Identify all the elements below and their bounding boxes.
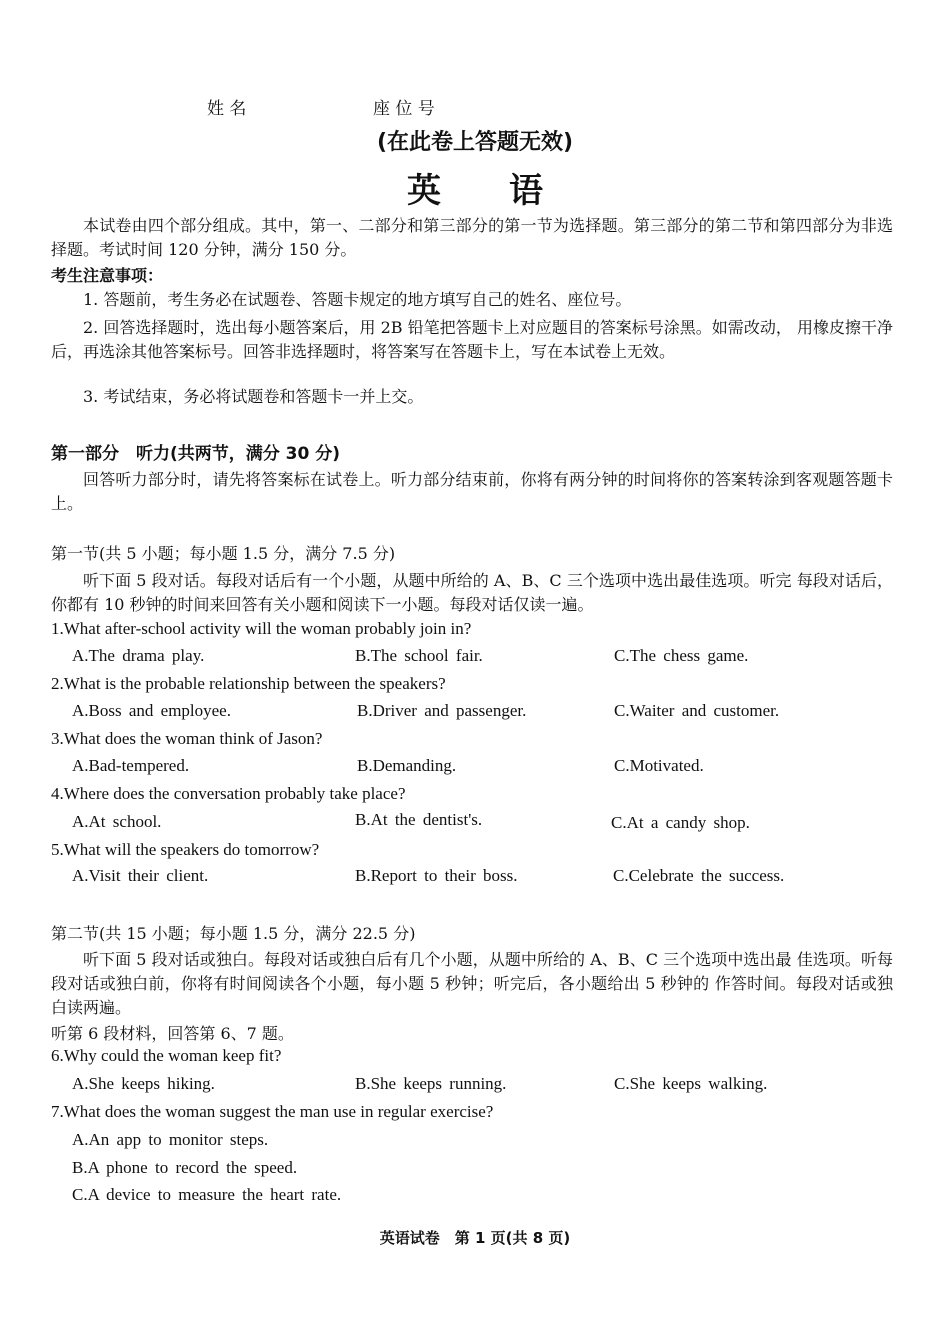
question-1: 1.What after-school activity will the woman probably join in? xyxy=(51,619,472,638)
q4-option-a: A.At school. xyxy=(72,812,162,831)
q2-option-a: A.Boss and employee. xyxy=(72,701,231,720)
seat-number-label: 座 位 号 xyxy=(373,99,435,119)
page-footer: 英语试卷 第 1 页(共 8 页) xyxy=(379,1229,571,1247)
note-item-1: 1. 答题前，考生务必在试题卷、答题卡规定的地方填写自己的姓名、座位号。 xyxy=(83,290,632,309)
q5-option-a: A.Visit their client. xyxy=(72,866,209,885)
q4-option-c: C.At a candy shop. xyxy=(611,813,750,832)
q7-option-c: C.A device to measure the heart rate. xyxy=(72,1185,342,1204)
section2-instruction: 听下面 5 段对话或独白。每段对话或独白后有几个小题，从题中所给的 A、B、C 三个选项中选出最 佳选项。听每段对话或独白前，你将有时间阅读各个小题，每小题 5 秒钟；听完后，各小题给出 5 秒钟的 作答时间。每段对话或独白读两遍。 xyxy=(51,950,893,1017)
question-4: 4.Where does the conversation probably take place? xyxy=(51,784,406,803)
q1-option-c: C.The chess game. xyxy=(614,646,749,665)
section2-heading: 第二节(共 15 小题；每小题 1.5 分，满分 22.5 分) xyxy=(51,924,416,943)
q6-option-b: B.She keeps running. xyxy=(355,1074,507,1093)
exam-intro: 本试卷由四个部分组成。其中，第一、二部分和第三部分的第一节为选择题。第三部分的第二节和第四部分为非选择题。考试时间 120 分钟，满分 150 分。 xyxy=(51,216,893,259)
part1-instruction: 回答听力部分时，请先将答案标在试卷上。听力部分结束前，你将有两分钟的时间将你的答案转涂到客观题答题卡上。 xyxy=(51,470,893,513)
section1-heading: 第一节(共 5 小题；每小题 1.5 分，满分 7.5 分) xyxy=(51,544,396,563)
material-6-label: 听第 6 段材料，回答第 6、7 题。 xyxy=(51,1024,294,1043)
q6-option-a: A.She keeps hiking. xyxy=(72,1074,215,1093)
q2-option-b: B.Driver and passenger. xyxy=(357,701,527,720)
q6-option-c: C.She keeps walking. xyxy=(614,1074,768,1093)
q3-option-a: A.Bad-tempered. xyxy=(72,756,190,775)
q1-option-b: B.The school fair. xyxy=(355,646,483,665)
part1-heading: 第一部分 听力(共两节，满分 30 分) xyxy=(51,444,341,464)
q2-option-c: C.Waiter and customer. xyxy=(614,701,780,720)
q5-option-c: C.Celebrate the success. xyxy=(613,866,785,885)
page-title: 英 语 xyxy=(407,171,543,211)
q7-option-a: A.An app to monitor steps. xyxy=(72,1130,269,1149)
invalid-answer-notice: (在此卷上答题无效) xyxy=(376,130,574,155)
question-7: 7.What does the woman suggest the man use in regular exercise? xyxy=(51,1102,494,1121)
name-label: 姓 名 xyxy=(207,99,247,119)
q5-option-b: B.Report to their boss. xyxy=(355,866,518,885)
question-6: 6.Why could the woman keep fit? xyxy=(51,1046,282,1065)
question-5: 5.What will the speakers do tomorrow? xyxy=(51,840,320,859)
q4-option-b: B.At the dentist's. xyxy=(355,810,483,829)
question-2: 2.What is the probable relationship between the speakers? xyxy=(51,674,446,693)
q3-option-c: C.Motivated. xyxy=(614,756,704,775)
notes-heading: 考生注意事项： xyxy=(51,266,164,285)
section1-instruction: 听下面 5 段对话。每段对话后有一个小题，从题中所给的 A、B、C 三个选项中选出最佳选项。听完 每段对话后，你都有 10 秒钟的时间来回答有关小题和阅读下一小题。每段对话仅读一遍。 xyxy=(51,571,893,614)
q1-option-a: A.The drama play. xyxy=(72,646,205,665)
note-item-3: 3. 考试结束，务必将试题卷和答题卡一并上交。 xyxy=(83,387,424,406)
question-3: 3.What does the woman think of Jason? xyxy=(51,729,323,748)
q3-option-b: B.Demanding. xyxy=(357,756,457,775)
note-item-2: 2. 回答选择题时，选出每小题答案后，用 2B 铅笔把答题卡上对应题目的答案标号涂黑。如需改动， 用橡皮擦干净后，再选涂其他答案标号。回答非选择题时，将答案写在答题卡上，写在本试卷上无效。 xyxy=(51,318,893,361)
q7-option-b: B.A phone to record the speed. xyxy=(72,1158,298,1177)
